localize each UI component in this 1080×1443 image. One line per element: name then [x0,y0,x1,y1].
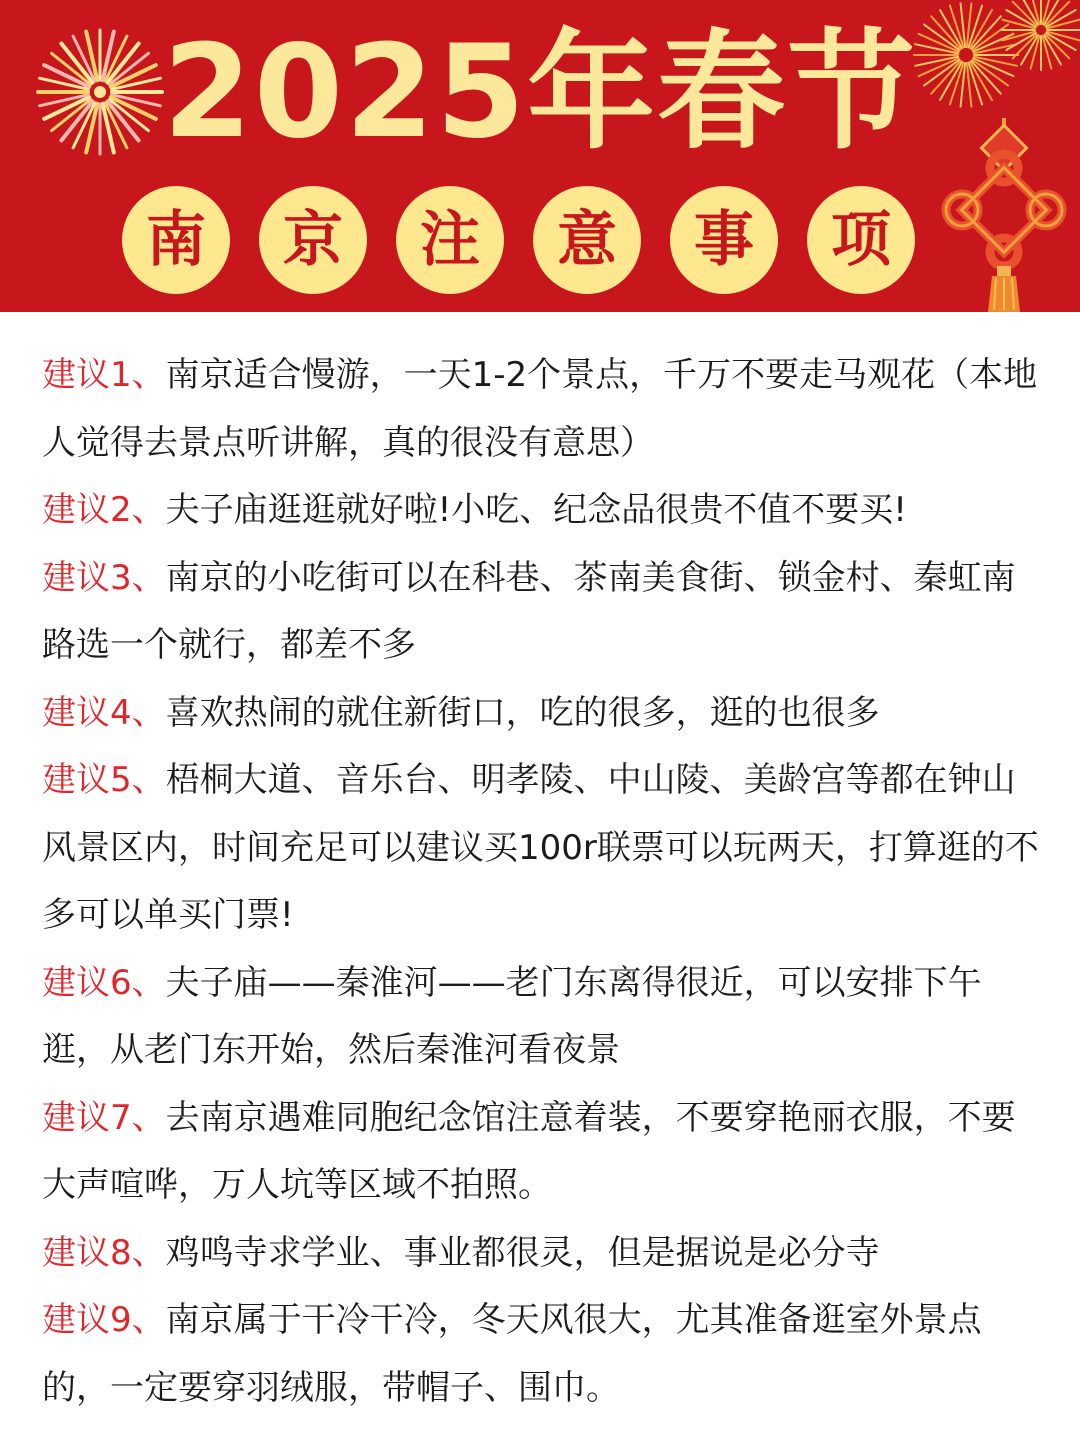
subtitle-char: 南 [122,186,230,294]
page-title: 2025年春节 [162,18,918,167]
advice-text: 梧桐大道、音乐台、明孝陵、中山陵、美龄宫等都在钟山风景区内，时间充足可以建议买100r联票可以玩两天，打算逛的不多可以单买门票! [42,760,1039,935]
advice-label: 建议3、 [42,557,166,598]
header-banner [0,0,1080,312]
advice-label: 建议9、 [42,1300,166,1340]
advice-label: 建议6、 [42,962,166,1003]
subtitle-row [122,186,922,294]
advice-text: 南京的小吃街可以在科巷、茶南美食街、锁金村、秦虹南路选一个就行，都差不多 [42,557,1016,665]
subtitle-char: 意 [533,186,641,294]
advice-item-8 [42,1220,1042,1288]
subtitle-char: 注 [396,186,504,294]
subtitle-char: 项 [807,186,915,294]
advice-item-7 [42,1085,1042,1220]
advice-item-9 [42,1287,1042,1422]
advice-text: 鸡鸣寺求学业、事业都很灵，但是据说是必分寺 [165,1232,880,1273]
advice-label: 建议1、 [42,355,166,395]
advice-item-5 [42,747,1042,950]
advice-text: 夫子庙——秦淮河——老门东离得很近，可以安排下午逛，从老门东开始，然后秦淮河看夜景 [42,962,982,1070]
advice-list [42,342,1042,1422]
advice-text: 去南京遇难同胞纪念馆注意着装，不要穿艳丽衣服，不要大声喧哗，万人坑等区域不拍照。 [42,1097,1016,1205]
advice-text: 南京属于干冷干冷，冬天风很大，尤其准备逛室外景点的，一定要穿羽绒服，带帽子、围巾。 [42,1300,982,1408]
subtitle-char: 事 [670,186,778,294]
advice-label: 建议2、 [42,490,166,530]
advice-item-3 [42,545,1042,680]
advice-label: 建议4、 [42,692,166,733]
advice-item-6 [42,950,1042,1085]
advice-label: 建议5、 [42,760,166,800]
advice-item-4 [42,680,1042,748]
advice-item-1 [42,342,1042,477]
advice-item-2 [42,477,1042,545]
advice-text: 喜欢热闹的就住新街口，吃的很多，逛的也很多 [165,692,880,733]
advice-text: 南京适合慢游，一天1-2个景点，千万不要走马观花（本地人觉得去景点听讲解，真的很没有意思） [42,355,1038,463]
advice-text: 夫子庙逛逛就好啦!小吃、纪念品很贵不值不要买! [165,490,907,530]
advice-label: 建议8、 [42,1232,166,1273]
subtitle-char: 京 [259,186,367,294]
advice-label: 建议7、 [42,1097,166,1138]
